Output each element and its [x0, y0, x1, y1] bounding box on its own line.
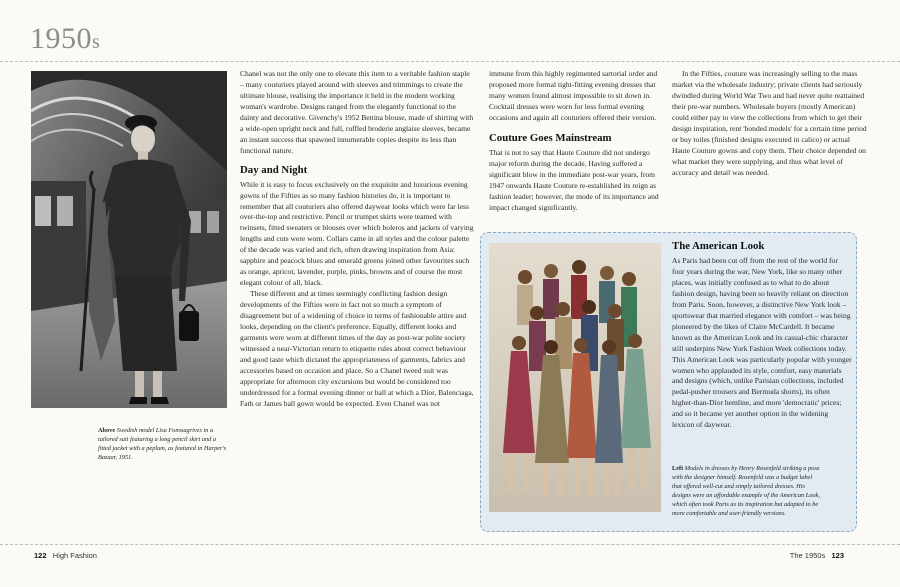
col2-paragraph-2: That is not to say that Haute Couture did not undergo major reform during the decade. Having suffered a significant blow in the immediate post-war years, from 1947 onwards Haute Couture re-established its reign as fashion leader; however, the mode of its importance and impact changed significantly. [489, 147, 659, 212]
page-header [0, 0, 900, 62]
col3-paragraph-1: In the Fifties, couture was increasingly selling to the mass market via the wholesale industry; private clients had seriously dwindled during World War Two and had never quite reattained their pre-war numbers. Wholesale buyers (mostly American) could either pay to view the collections from which to get their design inspiration, rent 'bonded models' for a certain time period or buy toiles (finished designs executed in calico) or actual Haute Couture gowns and copy them. Their choice depended on what market they were supplying, and thus what level of accuracy and detail was needed. [672, 69, 867, 177]
running-head-right: The 1950s [789, 551, 826, 560]
rosenfeld-models-image [489, 243, 661, 512]
header-rule [0, 61, 900, 62]
rosenfeld-models-photo [489, 243, 661, 512]
page-title [30, 22, 100, 56]
fonssagrives-photo [31, 71, 227, 408]
page-title-text: 1950 [30, 22, 92, 55]
column-1 [240, 69, 475, 410]
folio-left [34, 551, 97, 560]
col1-paragraph-2: While it is easy to focus exclusively on the exquisite and luxurious evening gowns of the Fifties as so many fashion histories do, it is important to remember that all couturiers also offered daywear looks which were far less over-the-top and restrictive. Pencil or trumpet skirts were teamed with twinsets, fitted sweaters or blouses over which boleros and jackets of varying lengths and cuts were worn. Collars came in all styles and the colour palette of the decade was varied and rich, often drawing inspiration from Asia: sapphire and peacock blues and emerald greens joined other favourites such as orange, apricot, lavender, purple, pinks, browns and of course the most elegant colour of all, black. [240, 179, 474, 288]
left-caption-label: Above [98, 427, 116, 434]
folio-right [790, 551, 844, 560]
sidebar-caption [672, 464, 822, 518]
sidebar-caption-label: Left [672, 465, 684, 472]
heading-couture-goes-mainstream: Couture Goes Mainstream [489, 131, 612, 144]
page-number-right: 123 [831, 551, 844, 560]
footer-rule [0, 544, 900, 545]
fonssagrives-photo-image [31, 71, 227, 408]
column-3 [672, 69, 868, 179]
col1-paragraph-1: Chanel was not the only one to elevate this item to a veritable fashion staple – many couturiers played around with sleeves and trimmings to create the ultimate blouse, realising the importance it held in the modern working woman's wardrobe. Designs ranged from the elegantly functional to the dainty and decorative. Givenchy's 1952 Bettina blouse, made of shirting with a wide-open upright neck and full, ruffled broderie anglaise sleeves, became an instant success that spawned innumerable copies despite its less than functional nature. [240, 69, 474, 155]
col1-paragraph-3: These different and at times seemingly conflicting fashion design developments of the Fifties were in fact not so much a symptom of disagreement but of a widening of choice in terms of fashionable attire and looks, depending on the client's preference. Equally, different looks and garments were worn at different times of the day as post-war polite society witnessed a near-Victorian return to etiquette rules about correct behaviour and good taste which dictated the appropriateness of garments, fabrics and accessories based on occasion and place. So a Chanel tweed suit was appropriate for afternoon city excursions but would be considered too underdressed for a formal evening dinner or ball at which a Dior, Balenciaga, Fath or James ball gown would be expected. Even Chanel was not [240, 289, 474, 408]
col2-paragraph-1: immune from this highly regimented sartorial order and proposed more formal tight-fitting evening dresses that many women found almost impossible to sit down in. Cocktail dresses were worn for less formal evening occasions and again all couturiers offered their version. [489, 69, 658, 122]
sidebar-text [672, 240, 852, 431]
heading-day-and-night: Day and Night [240, 163, 308, 176]
heading-american-look: The American Look [672, 240, 765, 252]
sidebar-caption-text: Models in dresses by Henry Rosenfeld striking a pose with the designer himself. Rosenfeld was a budget label that offered well-cut and simply tailored dresses. His designs were an affordable example of the American Look, which often took Paris as its inspiration but adapted to be more comfortable and user-friendly versions. [672, 465, 820, 517]
left-caption-text: Swedish model Lisa Fonssagrives in a tailored suit featuring a long pencil skirt and a fitted jacket with a peplum, as featured in Harper's Bazaar, 1951. [98, 427, 227, 461]
column-2 [489, 69, 665, 213]
left-photo-caption [98, 426, 228, 462]
sidebar-body: As Paris had been cut off from the rest of the world for four years during the war, New York, like so many other places, was initially confused as to what to do about fashion design, having been so heavily reliant on direction from Paris. Soon, however, a distinctive New York look – sportswear that married elegance with comfort – was being pioneered by the likes of Claire McCardell. It became known as the American Look and its casual-chic character still underpins New York Fashion Week collections today. This American Look was particularly popular with younger women who applauded its style, comfort, easy materials and designs (which, unlike Parisian collections, included pedal-pusher trousers and Bermuda shorts), its often higher-than-Dior hemline, and more 'democratic' prices; and so it became yet another option in the widening lexicon of daywear. [672, 256, 852, 430]
page-title-suffix: s [92, 31, 101, 53]
page-number-left: 122 [34, 551, 47, 560]
running-head-left: High Fashion [52, 551, 97, 560]
